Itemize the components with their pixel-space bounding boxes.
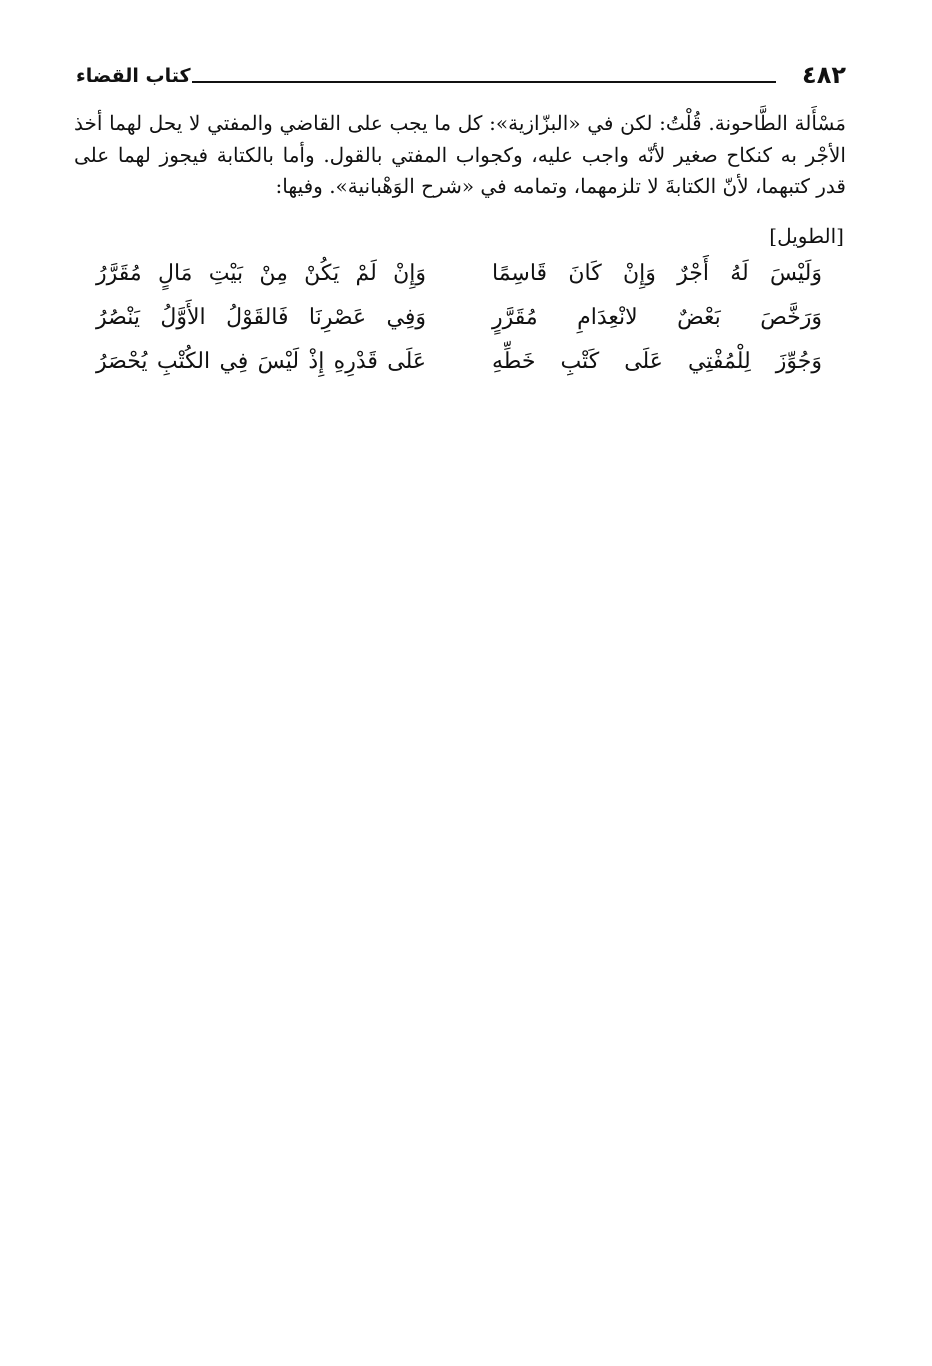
verse-1-second-hemistich: وَإِنْ لَمْ يَكُنْ مِنْ بَيْتِ مَالٍ مُقَرَّرُ [96,261,426,286]
poem [96,252,822,384]
verse-3-first-hemistich: وَجُوِّزَ لِلْمُفْتِي عَلَى كَتْبِ خَطِّهِ [492,349,822,374]
meter-label: [الطويل] [769,224,844,248]
body-text [74,108,846,203]
verse-2-second-hemistich: وَفِي عَصْرِنَا فَالقَوْلُ الأَوَّلُ يَنْصُرُ [96,305,426,330]
verse-3 [96,340,822,384]
page-number: ٤٨٢ [802,61,846,89]
verse-1 [96,252,822,296]
page-header [76,60,846,96]
header-rule [192,81,776,83]
verse-3-second-hemistich: عَلَى قَدْرِهِ إِذْ لَيْسَ فِي الكُتْبِ يُحْصَرُ [96,349,426,374]
verse-1-first-hemistich: وَلَيْسَ لَهُ أَجْرٌ وَإِنْ كَانَ قَاسِمًا [492,261,822,286]
verse-2 [96,296,822,340]
body-paragraph: مَسْأَلة الطَّاحونة. قُلْتُ: لكن في «البزّازية»: كل ما يجب على القاضي والمفتي لا يحل لهما أخذ الأجْر به كنكاح صغير لأنّه واجب عليه، وكجواب المفتي بالقول. وأما بالكتابة فيجوز لهما على قدر كتبهما، لأنّ الكتابةَ لا تلزمهما، وتمامه في «شرح الوَهْبانية». وفيها: [74,111,847,198]
running-title: كتاب القضاء [76,65,191,87]
verse-2-first-hemistich: وَرَخَّصَ بَعْضٌ لانْعِدَامِ مُقَرَّرٍ [492,305,822,330]
